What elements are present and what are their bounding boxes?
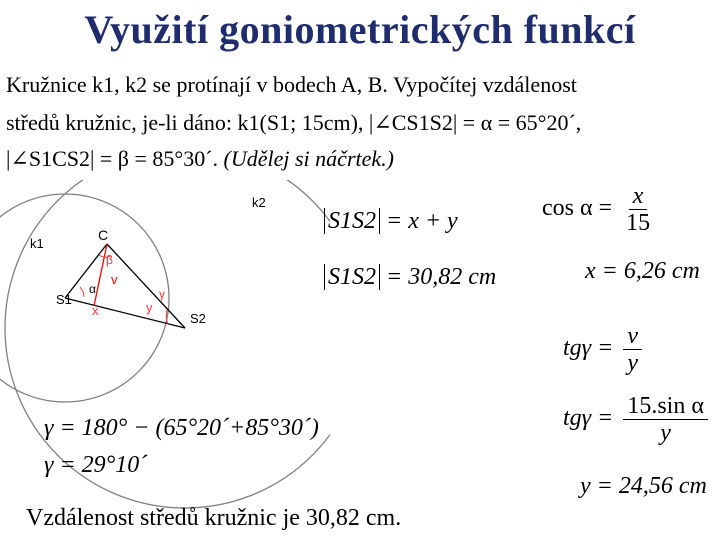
label-gamma: γ bbox=[159, 287, 165, 301]
eq-tg2-lhs: tgγ = bbox=[563, 405, 614, 432]
task-hint: (Udělej si náčrtek.) bbox=[223, 146, 394, 171]
eq-distance-sum-rhs: = x + y bbox=[386, 208, 458, 234]
eq-distance-value-rhs: = 30,82 cm bbox=[386, 264, 497, 290]
segment-s1-s2 bbox=[65, 298, 185, 328]
eq-cos-alpha bbox=[542, 183, 654, 236]
eq-tg1-numerator: v bbox=[623, 323, 642, 350]
task-line-1: Kružnice k1, k2 se protínají v bodech A, B. Vypočítej vzdálenost bbox=[6, 72, 577, 97]
eq-cos-numerator: x bbox=[629, 183, 648, 210]
eq-gamma-sum: γ = 180° − (65°20´+85°30´) bbox=[44, 415, 319, 441]
label-beta: β bbox=[106, 253, 113, 267]
eq-cos-lhs: cos α = bbox=[542, 195, 613, 222]
eq-y-value: y = 24,56 cm bbox=[580, 473, 707, 499]
eq-distance-sum bbox=[324, 208, 458, 235]
eq-tg1-lhs: tgγ = bbox=[563, 335, 614, 362]
eq-tg-gamma-2 bbox=[563, 393, 708, 446]
angle-arc-alpha bbox=[80, 287, 84, 297]
eq-tg-gamma-1 bbox=[563, 323, 642, 376]
eq-cos-fraction bbox=[622, 183, 654, 236]
eq-distance-value-abs: S1S2 bbox=[324, 264, 380, 290]
eq-tg1-fraction bbox=[623, 323, 642, 376]
eq-gamma-value: γ = 29°10´ bbox=[44, 452, 148, 478]
conclusion: Vzdálenost středů kružnic je 30,82 cm. bbox=[26, 505, 402, 531]
label-alpha: α bbox=[89, 282, 96, 296]
task-given-beta: |∠S1CS2| = β = 85°30´. bbox=[6, 146, 219, 171]
label-s1: S1 bbox=[56, 292, 72, 307]
circle-k1 bbox=[0, 194, 169, 402]
eq-distance-value bbox=[324, 264, 496, 291]
page-title: Využití goniometrických funkcí bbox=[84, 7, 636, 52]
eq-distance-sum-abs: S1S2 bbox=[324, 208, 380, 234]
segment-c-s2 bbox=[107, 244, 185, 328]
label-x: x bbox=[92, 303, 99, 318]
eq-tg1-denominator: y bbox=[627, 350, 638, 376]
label-c: C bbox=[98, 227, 109, 243]
eq-x-value: x = 6,26 cm bbox=[585, 258, 700, 284]
eq-tg2-denominator: y bbox=[660, 420, 671, 446]
eq-cos-denominator: 15 bbox=[626, 210, 651, 236]
label-y: y bbox=[146, 300, 153, 315]
label-k1: k1 bbox=[30, 236, 44, 251]
task-line-2: středů kružnic, je-li dáno: k1(S1; 15cm), |∠CS1S2| = α = 65°20´, bbox=[6, 110, 582, 135]
label-k2: k2 bbox=[252, 195, 266, 210]
task-line-3 bbox=[6, 146, 394, 172]
eq-tg2-fraction bbox=[623, 393, 708, 446]
eq-tg2-numerator: 15.sin α bbox=[623, 393, 708, 420]
label-s2: S2 bbox=[190, 311, 206, 326]
label-v: v bbox=[111, 272, 118, 287]
